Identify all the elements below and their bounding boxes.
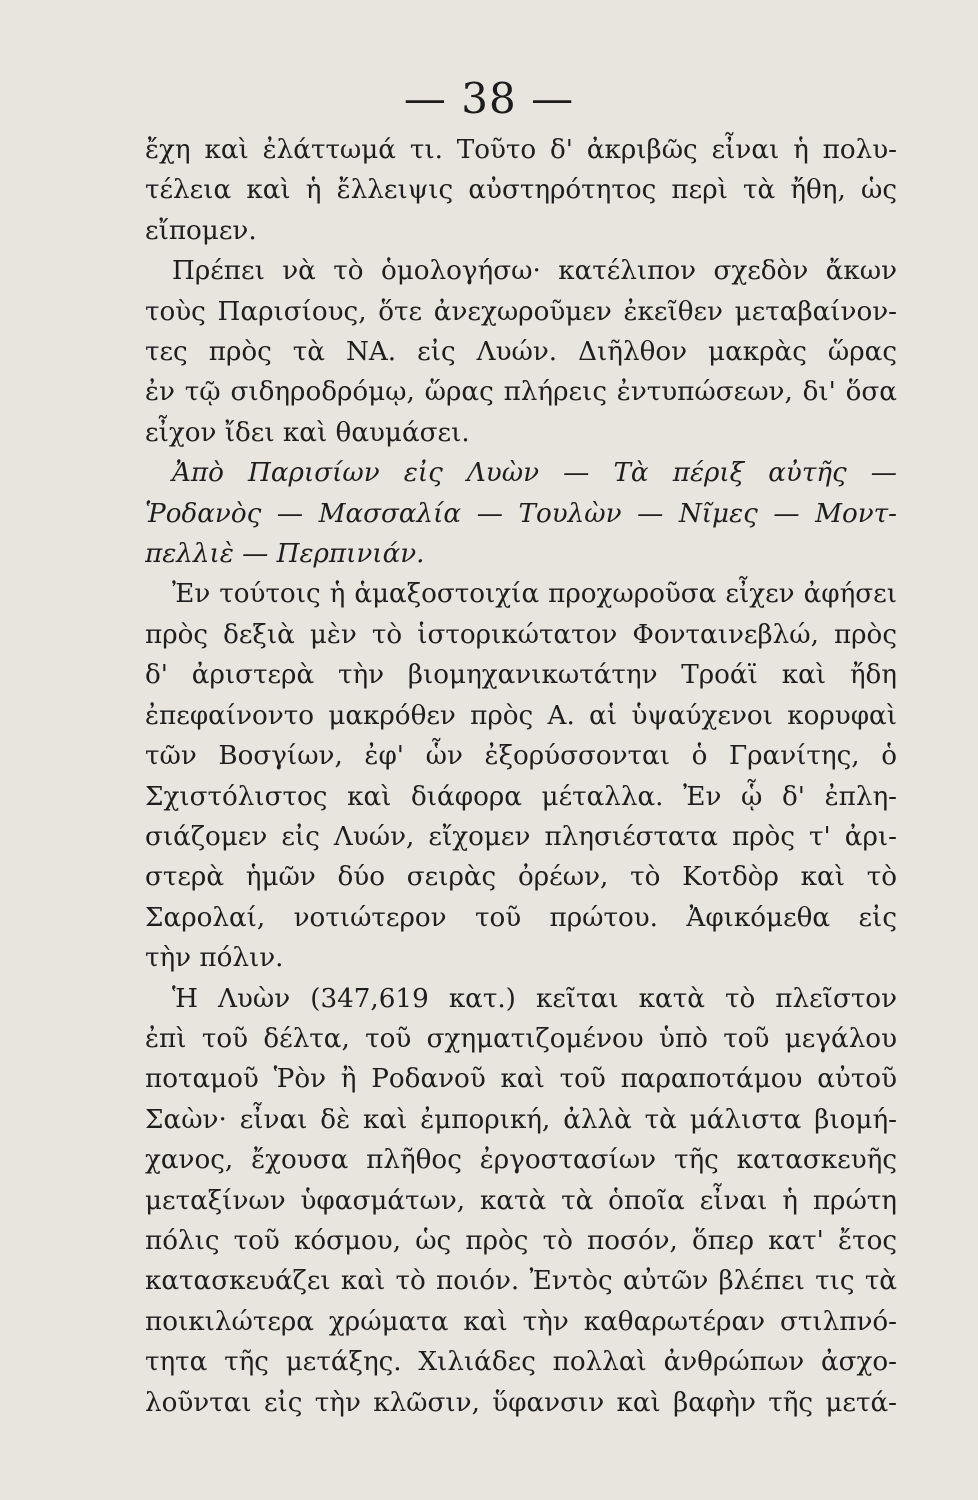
text-line: ἐπὶ τοῦ δέλτα, τοῦ σχηματιζομένου ὑπὸ τοῦ μεγάλου (145, 1023, 897, 1054)
text-line: τὴν πόλιν. (145, 943, 284, 974)
text-line: στερὰ ἡμῶν δύο σειρὰς ὀρέων, τὸ Κοτδὸρ καὶ τὸ (145, 862, 897, 893)
text-line: τητα τῆς μετάξης. Χιλιάδες πολλαὶ ἀνθρώπων ἀσχο- (145, 1347, 897, 1378)
page-number: — 38 — (403, 74, 575, 123)
text-line: τέλεια καὶ ἡ ἔλλειψις αὐστηρότητος περὶ τὰ ἤθη, ὡς (145, 175, 897, 206)
text-line: σιάζομεν εἰς Λυών, εἴχομεν πλησιέστατα πρὸς τ' ἀρι- (145, 821, 897, 852)
text-line: πόλις τοῦ κόσμου, ὡς πρὸς τὸ ποσόν, ὅπερ κατ' ἔτος (145, 1225, 897, 1256)
text-line: Σχιστόλιστος καὶ διάφορα μέταλλα. Ἐν ᾧ δ' ἐπλη- (145, 781, 897, 812)
text-line: τοὺς Παρισίους, ὅτε ἀνεχωροῦμεν ἐκεῖθεν μεταβαίνον- (145, 296, 897, 327)
text-line: μεταξίνων ὑφασμάτων, κατὰ τὰ ὁποῖα εἶναι ἡ πρώτη (145, 1185, 897, 1216)
text-line: δ' ἀριστερὰ τὴν βιομηχανικωτάτην Τροάϊ καὶ ἤδη (145, 660, 897, 691)
text-line: εἴπομεν. (145, 215, 257, 246)
text-line: Πρέπει νὰ τὸ ὁμολογήσω· κατέλιπον σχεδὸν ἄκων (172, 256, 897, 287)
section-heading-line: Ῥοδανὸς — Μασσαλία — Τουλὼν — Νῖμες — Μοντ- (145, 498, 897, 529)
section-heading-line: Ἀπὸ Παρισίων εἰς Λυὼν — Τὰ πέριξ αὐτῆς — (172, 458, 897, 489)
text-line: τες πρὸς τὰ ΝΑ. εἰς Λυών. Διῆλθον μακρὰς ὥρας (145, 337, 897, 368)
text-line: ἐν τῷ σιδηροδρόμῳ, ὥρας πλήρεις ἐντυπώσεων, δι' ὅσα (145, 377, 897, 408)
text-line: χανος, ἔχουσα πλῆθος ἐργοστασίων τῆς κατασκευῆς (145, 1145, 897, 1176)
text-line: τῶν Βοσγίων, ἐφ' ὧν ἐξορύσσονται ὁ Γρανίτης, ὁ (145, 741, 897, 772)
text-line: Ἡ Λυὼν (347,619 κατ.) κεῖται κατὰ τὸ πλεῖστον (172, 983, 897, 1014)
text-line: ἐπεφαίνοντο μακρόθεν πρὸς Α. αἱ ὑψαύχενοι κορυφαὶ (145, 700, 897, 731)
text-line: Ἐν τούτοις ἡ ἁμαξοστοιχία προχωροῦσα εἶχεν ἀφήσει (172, 579, 897, 610)
text-line: Σαὼν· εἶναι δὲ καὶ ἐμπορική, ἀλλὰ τὰ μάλιστα βιομή- (145, 1104, 897, 1135)
text-line: λοῦνται εἰς τὴν κλῶσιν, ὕφανσιν καὶ βαφὴν τῆς μετά- (145, 1387, 897, 1418)
section-heading-line: πελλιὲ — Περπινιάν. (145, 539, 425, 570)
text-line: ποταμοῦ Ῥὸν ἢ Ροδανοῦ καὶ τοῦ παραποτάμου αὐτοῦ (145, 1064, 897, 1095)
text-line: κατασκευάζει καὶ τὸ ποιόν. Ἐντὸς αὐτῶν βλέπει τις τὰ (145, 1266, 897, 1297)
text-line: εἶχον ἴδει καὶ θαυμάσει. (145, 417, 470, 448)
text-line: πρὸς δεξιὰ μὲν τὸ ἱστορικώτατον Φονταινεβλώ, πρὸς (145, 619, 897, 650)
body-text (145, 130, 897, 1423)
text-line: Σαρολαί, νοτιώτερον τοῦ πρώτου. Ἀφικόμεθα εἰς (145, 902, 897, 933)
text-line: ἔχη καὶ ἐλάττωμά τι. Τοῦτο δ' ἀκριβῶς εἶναι ἡ πολυ- (145, 135, 897, 165)
text-line: ποικιλώτερα χρώματα καὶ τὴν καθαρωτέραν στιλπνό- (145, 1306, 897, 1337)
